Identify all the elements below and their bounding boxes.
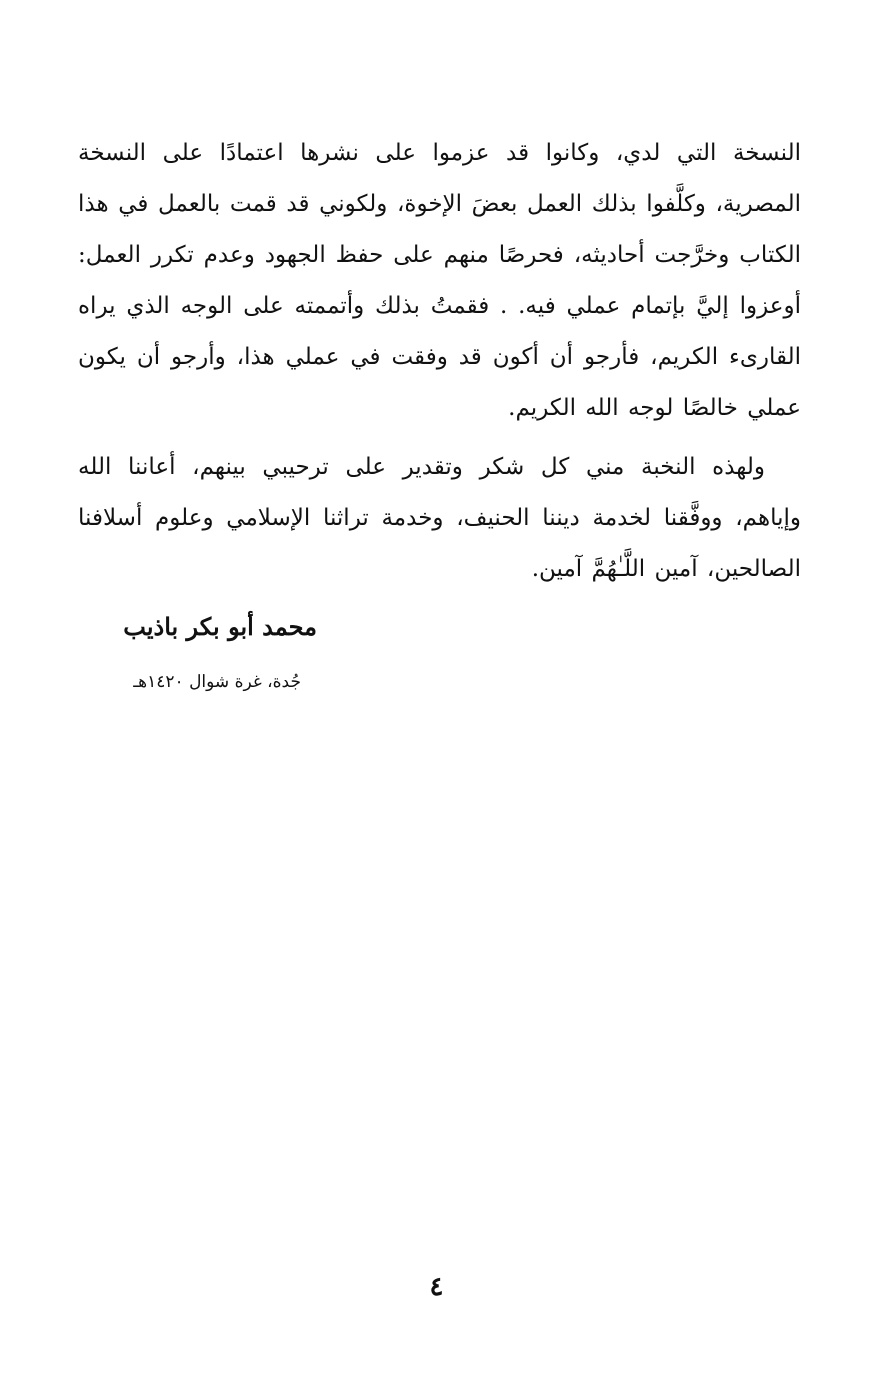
paragraph-2	[78, 442, 801, 595]
body-text	[78, 128, 801, 595]
page-number: ٤	[429, 1272, 444, 1302]
author-signature: محمد أبو بكر باذيب	[123, 612, 317, 641]
place-date: جُدة، غرة شوال ١٤٢٠هـ	[133, 672, 301, 692]
paragraph-1-text: النسخة التي لدي، وكانوا قد عزموا على نشرها اعتمادًا على النسخة المصرية، وكلَّفوا بذلك العمل بعضَ الإخوة، ولكوني قد قمت بالعمل في هذا الكتاب وخرَّجت أحاديثه، فحرصًا منهم على حفظ الجهود وعدم تكرر العمل: أوعزوا إليَّ بإتمام عملي فيه. . فقمتُ بذلك وأتممته على الوجه الذي يراه القارىء الكريم، فأرجو أن أكون قد وفقت في عملي هذا، وأرجو أن يكون عملي خالصًا لوجه الله الكريم.	[78, 140, 801, 421]
paragraph-2-text: ولهذه النخبة مني كل شكر وتقدير على ترحيبي بينهم، أعاننا الله وإياهم، ووفَّقنا لخدمة ديننا الحنيف، وخدمة تراثنا الإسلامي وعلوم أسلافنا الصالحين، آمين اللَّـٰهُمَّ آمين.	[78, 454, 801, 582]
paragraph-1	[78, 128, 801, 434]
